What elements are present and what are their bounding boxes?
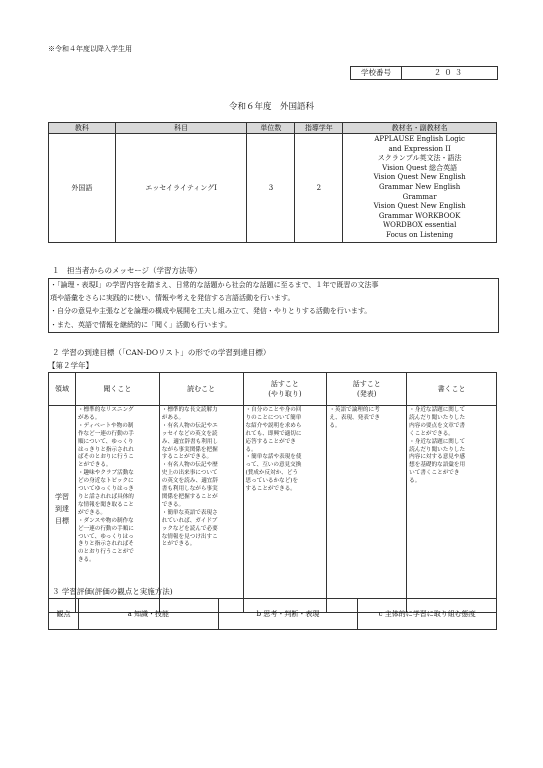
- enrollment-note: ※令和４年度以降入学生用: [48, 45, 132, 53]
- material-line: and Expression II: [388, 144, 451, 153]
- cell-grade: 2: [295, 134, 343, 243]
- grade-label: 【第２学年】: [48, 361, 93, 370]
- header-domain: 領域: [49, 373, 76, 406]
- goal-speaking-interaction-text: ・自分のことや身の回 りのことについて簡単 な紹介や説明を求めら れても、即興で適切に 応答することができ る。 ・簡単な話や表現を使 って、互いの意見交換 (賛成か反対か、どう 思っているかなど)を することができる。: [245, 407, 302, 493]
- header-credits: 単位数: [247, 123, 295, 134]
- goals-header-row: [49, 373, 497, 406]
- cell-materials: [343, 134, 497, 243]
- goal-listening: [75, 406, 159, 613]
- material-line: Focus on Listening: [386, 230, 454, 239]
- material-line: Grammar WORKBOOK: [378, 211, 461, 220]
- course-info-table: [48, 122, 497, 243]
- header-reading: 読むこと: [159, 373, 243, 406]
- material-line: Grammar: [402, 192, 437, 201]
- goals-row-label-text: 学習 到達 目標: [54, 493, 69, 525]
- course-table-row: [49, 134, 497, 243]
- section2-heading: ２ 学習の到達目標（「CAN-DOリスト」の形での学習到達目標）: [52, 348, 271, 357]
- course-table-header-row: [49, 123, 497, 134]
- school-number-label: 学校番号: [351, 67, 402, 79]
- evaluation-label: 観点: [49, 599, 79, 630]
- header-listening: 聞くこと: [75, 373, 159, 406]
- goal-speaking-presentation: [327, 406, 407, 613]
- cell-course: エッセイライティングⅠ: [115, 134, 247, 243]
- page-title: 令和６年度 外国語科: [228, 102, 314, 112]
- goal-speaking-presentation-text: ・英語で論理的に考 え、表現、発表でき る。: [329, 407, 381, 429]
- goal-reading-text: ・標準的な長文読解力 がある。 ・有名人物の伝記やエ ッセイなどの英文を読 み、適宜辞書も利用し ながら事実関係を把握 することができる。 ・有名人物の伝記や歴 史上の出来事について の英文を読み、適宜辞 書も利用しながら事実 関係を把握することが できる。 ・簡単な英語で表現さ れていれば、ガイドブ ックなどを読んで必要 な情報を見つけ出すこ とができる。: [161, 407, 219, 548]
- header-speaking-interaction: 話すこと (やり取り): [243, 373, 327, 406]
- goals-table: [48, 372, 497, 613]
- material-line: Vision Quest 総合英語: [382, 163, 458, 172]
- header-materials: 教材名・副教材名: [343, 123, 497, 134]
- evaluation-row: [49, 599, 497, 630]
- evaluation-table: [48, 598, 497, 630]
- material-line: Vision Quest New English: [373, 173, 466, 182]
- goals-row-label: [49, 406, 76, 613]
- goal-writing-text: ・身近な話題に関して 読んだり聞いたりした 内容の要点を文章で書 くことができる。 ・身近な話題に関して 読んだり聞いたりした 内容に対する意見や感 想を基礎的な語彙を用 いて書くことができ る。: [409, 407, 466, 485]
- goal-reading: [159, 406, 243, 613]
- school-number-value: ２０３: [433, 68, 466, 77]
- school-number-box: [350, 66, 498, 80]
- material-line: Vision Quest New English: [373, 202, 466, 211]
- header-course: 科目: [115, 123, 247, 134]
- cell-subject-area: 外国語: [49, 134, 116, 243]
- header-writing: 書くこと: [407, 373, 497, 406]
- goal-speaking-interaction: [243, 406, 327, 613]
- section3-heading: ３ 学習評価(評価の観点と実施方法): [52, 587, 173, 596]
- message-line: ・また、英語で情報を継続的に「聞く」活動も行います。: [50, 320, 232, 329]
- material-line: APPLAUSE English Logic: [374, 135, 465, 143]
- material-line: Grammar New English: [378, 182, 461, 191]
- cell-credits: 3: [247, 134, 295, 243]
- goal-listening-text: ・標準的なリスニング がある。 ・ディベートや物の制 作など一連の行動の手 順について、ゆっくり はっきりと指示されれ ばそのとおりに行うこ とができる。 ・趣味やクラブ活動な どの身近なトピックに ついてゆっくりはっき りと話されれば具体的 な情報を聞き取ること ができる。 ・ダンスや物の制作な ど一連の行動の手順に ついて、ゆっくりはっ きりと指示されればそ のとおり行うことがで きる。: [77, 407, 134, 564]
- goal-writing: [407, 406, 497, 613]
- header-speaking-presentation: 話すこと (発表): [327, 373, 407, 406]
- material-line: スクランブル英文法・語法: [377, 154, 462, 163]
- evaluation-item-c: c 主体的に学習に取り組む態度: [358, 599, 497, 630]
- goals-row: [49, 406, 497, 613]
- section1-heading: １ 担当者からのメッセージ（学習方法等）: [52, 266, 202, 275]
- evaluation-item-a: a 知識・技能: [78, 599, 218, 630]
- material-line: WORDBOX essential: [382, 221, 457, 230]
- message-box: [48, 278, 499, 333]
- evaluation-item-b: b 思考・判断・表現: [218, 599, 358, 630]
- header-grade: 指導学年: [295, 123, 343, 134]
- header-subject-area: 教科: [49, 123, 116, 134]
- message-line: ・自分の意見や主張などを論理の構成や展開を工夫し組み立て、発信・やりとりする活動を行います。: [50, 307, 372, 316]
- message-line: ・「論理・表現Ⅰ」の学習内容を踏まえ、日常的な話題から社会的な話題に至るまで、１年で既習の文法事: [50, 281, 379, 289]
- message-line: 項や語彙をさらに実践的に使い、情報や考えを発信する言語活動を行います。: [50, 294, 295, 303]
